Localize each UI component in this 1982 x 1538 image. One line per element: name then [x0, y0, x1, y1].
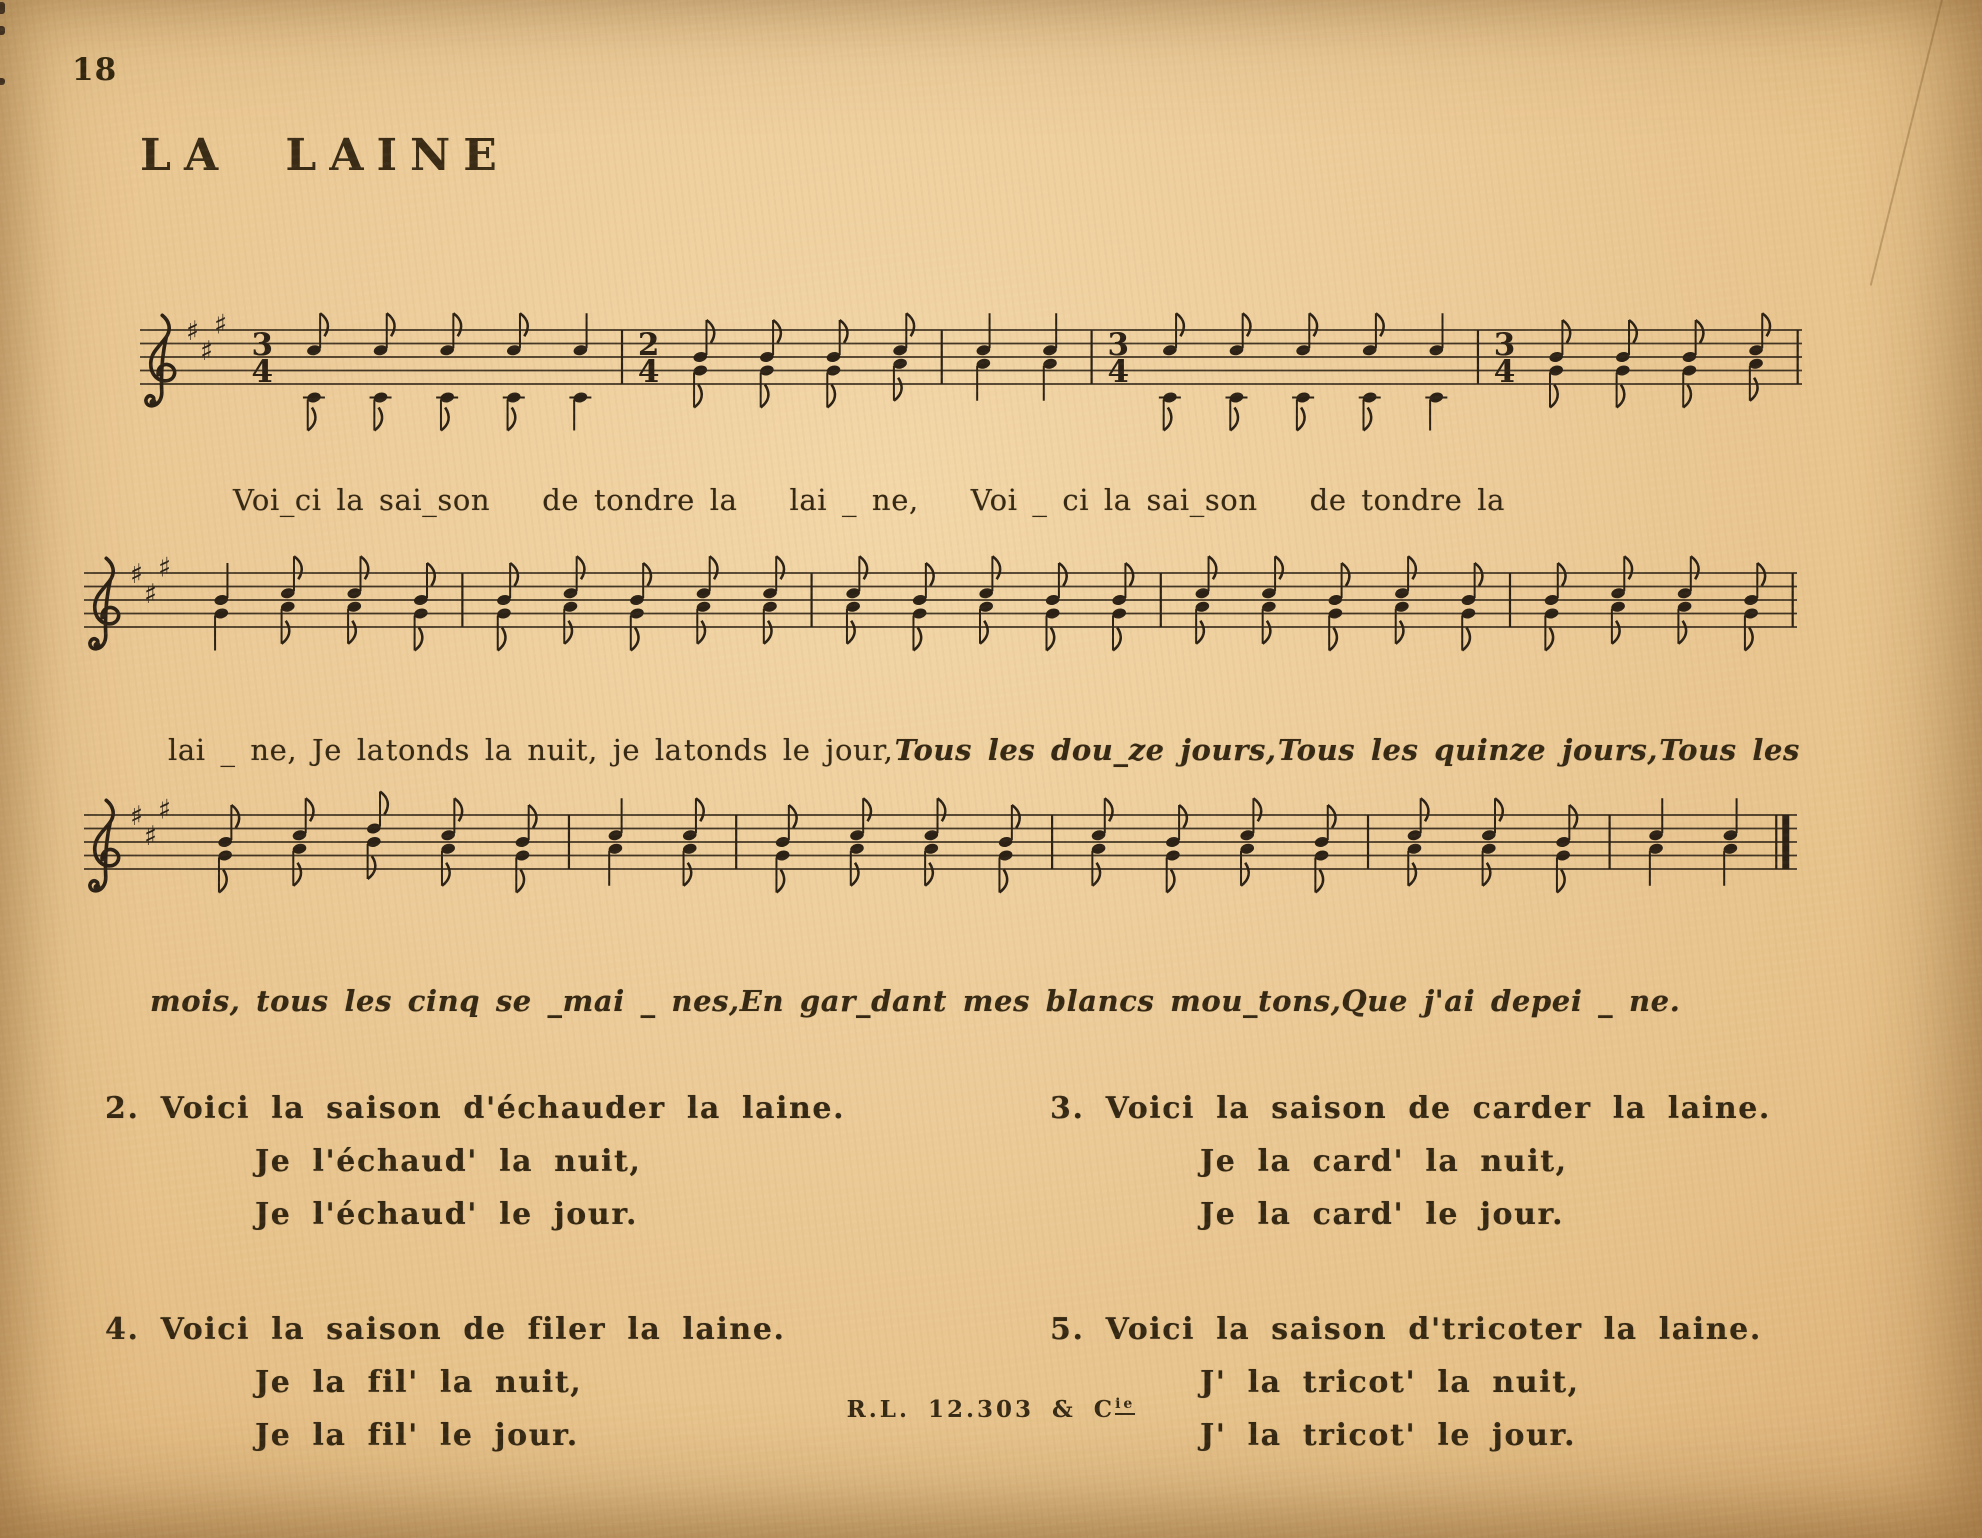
- sharp-icon: ♯: [158, 552, 172, 584]
- time-signature: 3: [1107, 327, 1130, 363]
- verse: [105, 1303, 1050, 1462]
- lyric-segment: lai _ ne, Je la: [168, 733, 385, 767]
- final-barline: [1782, 815, 1789, 869]
- lyric-segment: de tondre la: [1309, 483, 1505, 517]
- lyric-segment: tonds la nuit, je la: [385, 733, 683, 767]
- plate-text: R.L. 12.303 & C: [846, 1396, 1116, 1423]
- time-signature: 4: [1107, 354, 1130, 390]
- lyric-segment: mois, tous les cinq se _: [150, 984, 563, 1018]
- time-signature: 3: [1493, 327, 1516, 363]
- scan-edge-mark: [0, 78, 5, 85]
- page-number: 18: [72, 52, 118, 88]
- music-staff-system-1: [120, 268, 1820, 468]
- scan-edge-mark: [0, 26, 5, 35]
- lyric-segment: En gar_dant mes blancs mou_tons,: [739, 984, 1342, 1018]
- treble-clef-icon: [90, 800, 119, 891]
- verse-number: 4.: [105, 1312, 161, 1347]
- lyric-segment: mai _ nes,: [562, 984, 740, 1018]
- lyric-segment: de tondre la: [542, 483, 738, 517]
- time-signature: 3: [251, 327, 274, 363]
- lyric-segment: Voi _ ci la sai_son: [970, 483, 1258, 517]
- plate-mark: [0, 1396, 1982, 1423]
- verse-line: Je l'échaud' la nuit,: [255, 1144, 642, 1179]
- verse-line: Je la card' le jour.: [1200, 1197, 1565, 1232]
- verse-line: Je la fil' la nuit,: [255, 1365, 583, 1400]
- music-staff-system-2: [70, 511, 1815, 711]
- lyrics-line-3: [150, 984, 1681, 1018]
- sharp-icon: ♯: [214, 309, 228, 341]
- treble-clef-icon: [90, 558, 119, 649]
- treble-clef-icon: [146, 315, 175, 406]
- plate-superscript: ie: [1115, 1396, 1135, 1415]
- lyric-segment: tonds le jour,: [683, 733, 894, 767]
- lyric-segment: lai _ ne,: [789, 483, 919, 517]
- verse: [1050, 1303, 1875, 1462]
- lyric-segment: Tous les quinze jours,: [1277, 733, 1659, 767]
- sharp-icon: ♯: [200, 336, 214, 367]
- verse-number: 3.: [1050, 1091, 1106, 1126]
- time-signature: 2: [637, 327, 660, 363]
- sharp-icon: ♯: [186, 316, 200, 347]
- verse-first-line: 5. Voici la saison d'tricoter la laine.: [1050, 1312, 1762, 1347]
- song-title: LA LAINE: [140, 130, 510, 181]
- verse-line: J' la tricot' la nuit,: [1200, 1365, 1580, 1400]
- verse: [105, 1082, 1050, 1241]
- paper-crease: [1870, 0, 1945, 286]
- verse-line: Je la card' la nuit,: [1200, 1144, 1568, 1179]
- lyric-segment: pei _ ne.: [1530, 984, 1681, 1018]
- lyric-segment: Tous les: [1659, 733, 1800, 767]
- verse-line: Je l'échaud' le jour.: [255, 1197, 639, 1232]
- verse-number: 5.: [1050, 1312, 1106, 1347]
- sharp-icon: ♯: [158, 794, 172, 826]
- verse-first-line: 4. Voici la saison de filer la laine.: [105, 1312, 786, 1347]
- verse-first-line: 3. Voici la saison de carder la laine.: [1050, 1091, 1771, 1126]
- verse-line: J' la tricot' le jour.: [1200, 1418, 1577, 1453]
- sharp-icon: ♯: [144, 821, 158, 852]
- lyric-segment: Voi_ci la sai_son: [233, 483, 491, 517]
- lyric-segment: Tous les dou_ze jours,: [894, 733, 1277, 767]
- sharp-icon: ♯: [130, 801, 144, 832]
- verse-line: Je la fil' le jour.: [255, 1418, 579, 1453]
- time-signature: 4: [1493, 354, 1516, 390]
- time-signature: 4: [637, 354, 660, 390]
- music-staff-system-3: [70, 753, 1815, 953]
- sharp-icon: ♯: [144, 579, 158, 610]
- scan-edge-mark: [0, 2, 5, 14]
- sharp-icon: ♯: [130, 559, 144, 590]
- time-signature: 4: [251, 354, 274, 390]
- lyric-segment: Que j'ai de: [1341, 984, 1531, 1018]
- verse-number: 2.: [105, 1091, 161, 1126]
- verse-first-line: 2. Voici la saison d'échauder la laine.: [105, 1091, 846, 1126]
- verse: [1050, 1082, 1875, 1241]
